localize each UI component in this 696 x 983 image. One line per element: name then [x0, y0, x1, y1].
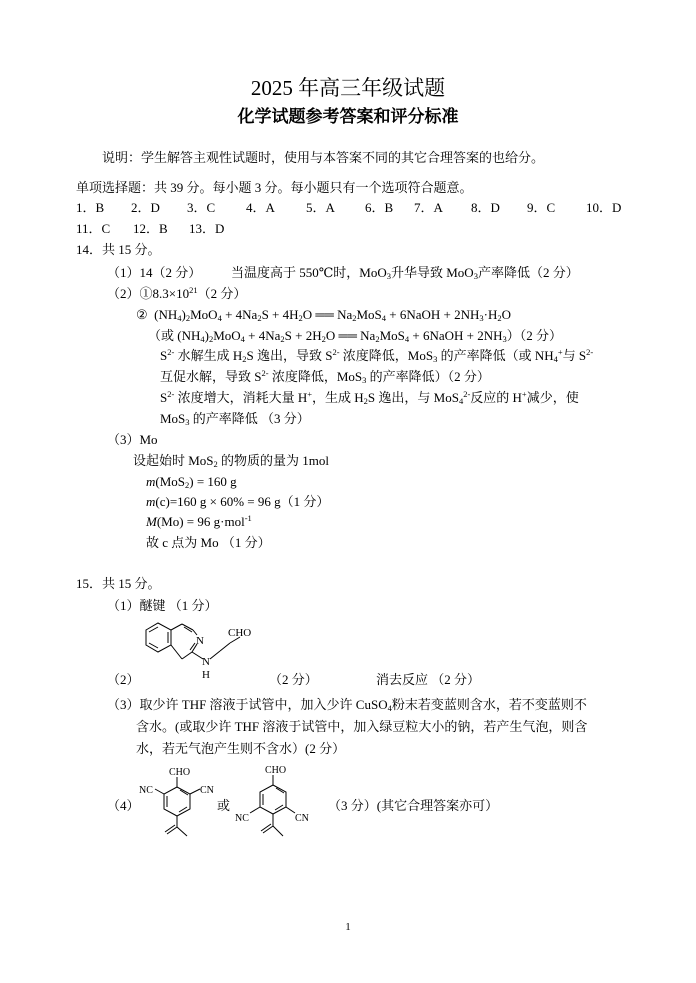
nitrile-label: NC	[235, 813, 249, 824]
q14-part3-line1: 设起始时 MoS$_2$ 的物质的量为 1mol	[133, 453, 330, 469]
q14-explanation-1: $S^{2-}$ 水解生成 $H_2S$ 逸出，导致 $S^{2-}$ 浓度降低，MoS$_3$ 的产率降低（或 $NH_4^+$与 $S^{2-}$	[160, 347, 594, 364]
q15-part4-structure-b	[231, 763, 326, 849]
q14-part3-line5: 故 c 点为 Mo （1 分）	[146, 535, 271, 550]
answer-item: 5．A	[306, 200, 335, 215]
answer-item: 3．C	[187, 200, 216, 215]
q14-part2-a: $(2)①8.3\times 10^{21}(2$ 分）	[107, 285, 247, 301]
q15-heading: 15．共 15 分。	[76, 576, 161, 591]
q15-part1: （1）醚键 （1 分）	[107, 598, 218, 613]
answer-item: 13．D	[189, 221, 225, 236]
q15-part2-label: （2）	[107, 672, 140, 687]
page-subtitle: 化学试题参考答案和评分标准	[237, 107, 459, 127]
q14-equation-2: （或 $(NH_4)_2MoO_4 + 4Na_2S + 2H_2O$ ══ $Na_2MoS_4$ + 6NaOH + $2NH_3)(2$ 分）	[148, 328, 563, 344]
q15-part2-structure	[138, 614, 258, 684]
q15-part3-line3: 水，若无气泡产生则不含水）(2 分）	[136, 741, 346, 756]
q14-part1-reason: 当温度高于 550℃时，MoO$_3$升华导致 MoO$_3$产率降低（2 分）	[231, 265, 579, 281]
q14-part3-line4: M(Mo) = 96 g·mol$^{-1}$	[146, 513, 252, 529]
answer-item: 9．C	[527, 200, 556, 215]
q15-part4-label: （4）	[107, 798, 140, 813]
answer-item: 12．B	[133, 221, 168, 236]
q14-explanation-2: 互促水解，导致 $S^{2-}$ 浓度降低，MoS$_3$ 的产率降低）（2 分）	[160, 368, 490, 385]
q15-part4-score: （3 分）(其它合理答案亦可）	[328, 798, 499, 813]
q15-part3-line2: 含水。(或取少许 THF 溶液于试管中，加入绿豆粒大小的钠，若产生气泡，则含	[136, 719, 588, 734]
aldehyde-label: CHO	[265, 765, 287, 776]
q15-part4-structure-a	[137, 763, 227, 847]
answer-item: 7．A	[414, 200, 443, 215]
answer-item: 11．C	[76, 221, 111, 236]
aldehyde-label: CHO	[228, 627, 252, 639]
answer-item: 10．D	[586, 200, 622, 215]
q14-equation-1: ② $(NH_4)_2MoO_4 + 4Na_2S + 4H_2O$ ══ $Na_2MoS_4$ + 6NaOH + $2NH_3\cdot H_2O$	[136, 307, 512, 323]
q14-explanation-4: MoS$_3$ 的产率降低 （3 分）	[160, 411, 310, 427]
nitrile-label: NC	[139, 785, 153, 796]
nitrile-label: CN	[200, 785, 214, 796]
q15-part2-reaction-type: 消去反应 （2 分）	[376, 672, 481, 687]
single-choice-intro: 单项选择题：共 39 分。每小题 3 分。每小题只有一个选项符合题意。	[76, 180, 473, 195]
amine-nitrogen-label: N	[202, 656, 210, 668]
q14-part3-line3: m(c)=160 g × 60% = 96 g（1 分）	[146, 494, 330, 509]
answer-item: 4．A	[246, 200, 275, 215]
answer-item: 2．D	[131, 200, 160, 215]
q14-part1-answer: （1）14（2 分）	[107, 265, 202, 280]
q14-explanation-3: $S^{2-}$ 浓度增大，消耗大量 H+，生成 $H_2S$ 逸出，与 MoS$_4^{2-}$反应的 H+减少，使	[160, 389, 579, 406]
answer-item: 6．B	[365, 200, 394, 215]
grading-note: 说明：学生解答主观性试题时，使用与本答案不同的其它合理答案的也给分。	[102, 150, 545, 165]
aldehyde-label: CHO	[169, 767, 191, 778]
nitrile-label: CN	[295, 813, 309, 824]
page-number: 1	[345, 921, 351, 933]
page-title: 2025 年高三年级试题	[250, 76, 446, 100]
q15-part2-score: （2 分）	[269, 672, 318, 687]
q15-part4-or: 或	[217, 798, 231, 813]
answer-item: 8．D	[471, 200, 500, 215]
q14-heading: 14．共 15 分。	[76, 242, 161, 257]
q15-part3-line1: （3）取少许 THF 溶液于试管中，加入少许 CuSO$_4$粉末若变蓝则含水，若不变蓝则不	[107, 697, 587, 713]
answer-item: 1．B	[76, 200, 105, 215]
q14-part3-heading: （3）Mo	[107, 432, 158, 447]
ring-nitrogen-label: N	[196, 635, 204, 647]
q14-part3-line2: m(MoS$_2$) = 160 g	[146, 474, 237, 490]
amine-hydrogen-label: H	[202, 669, 210, 681]
